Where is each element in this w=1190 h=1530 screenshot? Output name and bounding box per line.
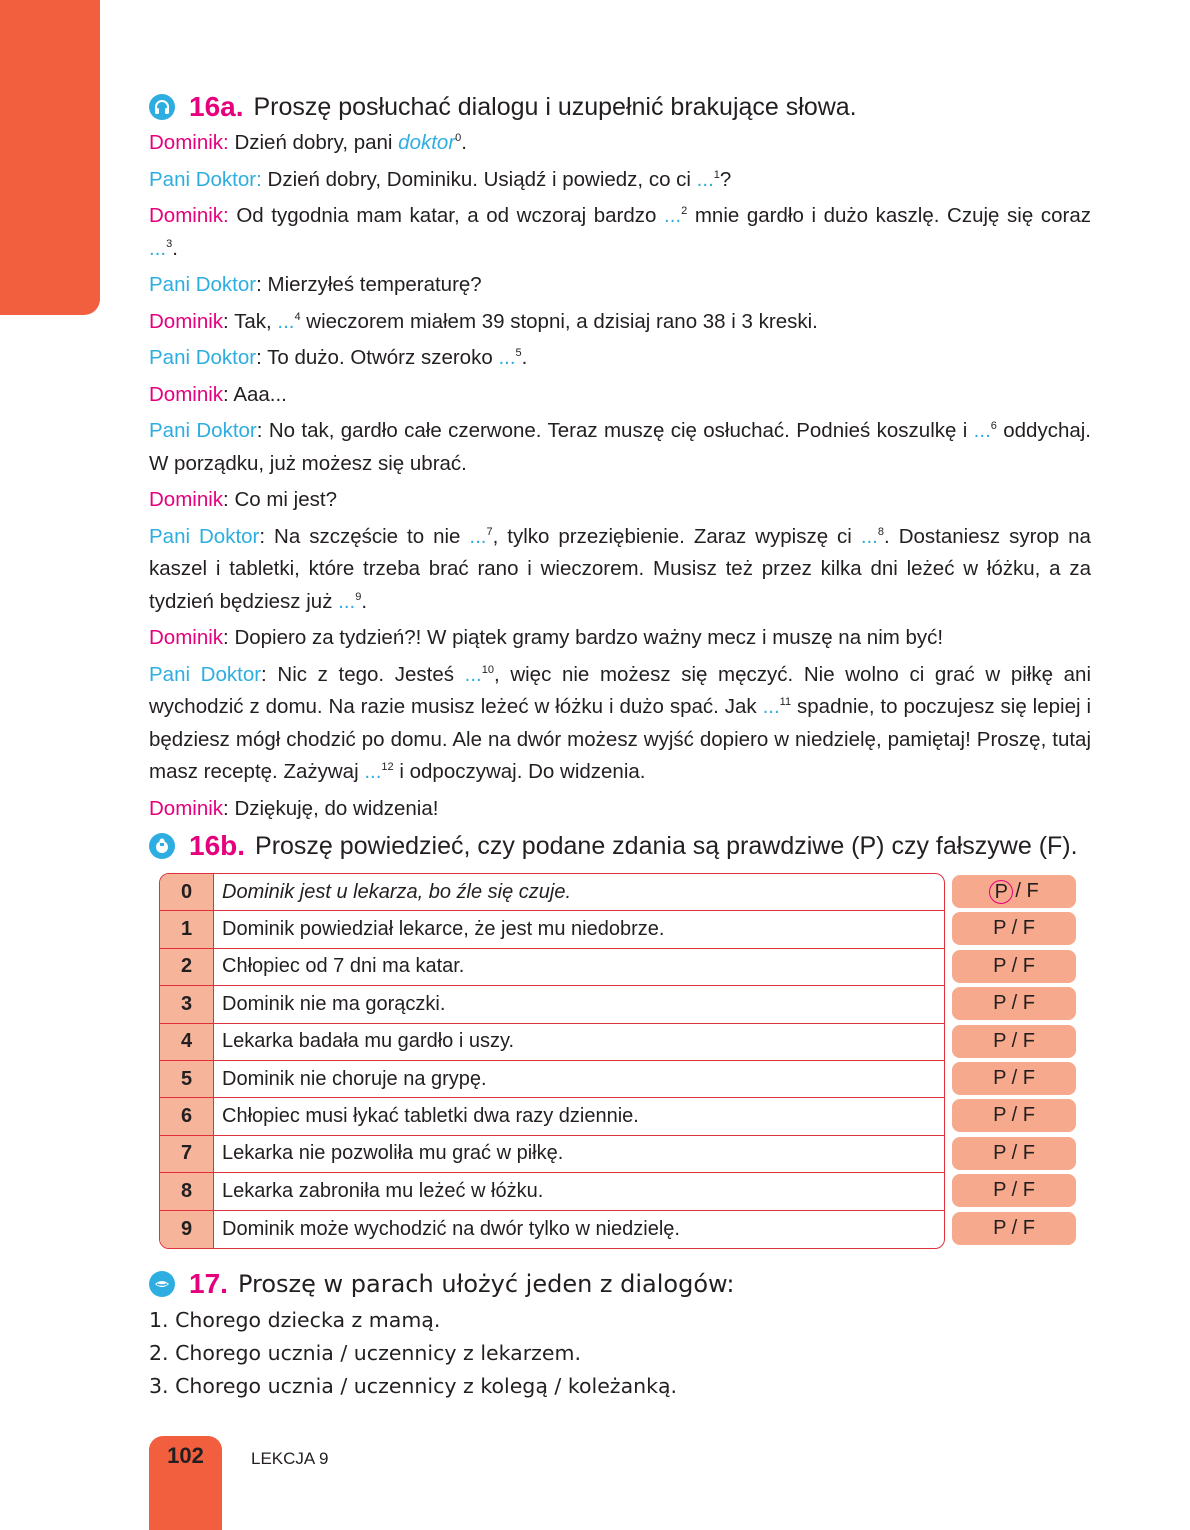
true-false-exercise [149,873,1091,1251]
answer-choice[interactable]: P / F [952,912,1076,945]
table-row [160,986,944,1023]
table-row [160,911,944,948]
dialog-line: Dominik: Dziękuję, do widzenia! [149,796,439,820]
side-color-tab [0,0,100,315]
blank-gap: ... [277,309,295,333]
lesson-label: LEKCJA 9 [251,1449,329,1468]
dialog-line: Dominik: Aaa... [149,382,287,406]
speaker-doctor: Pani Doktor [149,273,257,296]
exercise-instruction: Proszę powiedzieć, czy podane zdania są prawdziwe (P) czy fałszywe (F). [255,832,1078,860]
row-number: 2 [160,949,214,985]
blank-gap: ... [338,589,356,613]
blank-gap: ... [664,204,682,227]
speech-lips-icon [149,1271,175,1297]
table-row [160,1211,944,1248]
exercise-instruction: Proszę w parach ułożyć jeden z dialogów: [237,1270,735,1298]
exercise-17-title [149,1267,1091,1301]
speaker-dominik: Dominik [149,309,224,333]
table-row [160,1024,944,1061]
table-row [160,1098,944,1135]
speaker-dominik: Dominik [149,626,224,649]
speaker-dominik: Dominik [149,382,224,406]
exercise-16b-title [149,829,1091,863]
row-number: 4 [160,1024,214,1060]
blank-gap: ... [464,662,482,686]
page-content [149,90,1091,1403]
list-item: 1. Chorego dziecka z mamą. [149,1308,441,1332]
dialog-line: Pani Doktor: To dużo. Otwórz szeroko ...$^5$. [149,346,528,369]
exercise-16a-title [149,90,1091,124]
blank-gap: ... [860,524,878,548]
row-number: 7 [160,1136,214,1172]
table-row [160,1173,944,1210]
selected-answer-circle: P [989,880,1013,904]
statements-table [159,873,945,1249]
speaker-dominik: Dominik [149,204,224,227]
statement-text: Dominik nie choruje na grypę. [222,1067,487,1090]
answer-choice[interactable]: P / F [952,1174,1076,1207]
answer-choice[interactable]: P / F [952,1099,1076,1132]
dialog-line: Dominik: Tak, ...$^4$ wieczorem miałem 39 stopni, a dzisiaj rano 38 i 3 kreski. [149,309,818,333]
statement-text: Dominik powiedział lekarce, że jest mu niedobrze. [222,918,665,941]
exercise-number: 17. [189,1268,228,1299]
blank-gap: ... [149,236,167,260]
blank-gap: ... [364,760,382,783]
speaker-dominik: Dominik [149,488,224,511]
speaking-head-icon [149,833,175,859]
exercise-instruction: Proszę posłuchać dialogu i uzupełnić brakujące słowa. [253,93,857,121]
row-number: 9 [160,1211,214,1248]
page-number: 102 [167,1443,204,1468]
dialog-line: Pani Doktor: Dzień dobry, Dominiku. Usiądź i powiedz, co ci ...$^1$? [149,167,732,191]
speaker-doctor: Pani Doktor [149,167,257,191]
row-number: 0 [160,874,214,910]
speaker-doctor: Pani Doktor [149,524,260,548]
table-row [160,1136,944,1173]
row-number: 6 [160,1098,214,1134]
dialog-line: Pani Doktor: Na szczęście to nie ...$^7$, tylko przeziębienie. Zaraz wypiszę ci ...$^8$. Dostaniesz syrop na kaszel i tabletki, które trzeba brać rano i wieczorem. Musisz też przez kilka dni leżeć w łóżku, a za tydzień będziesz już ...$^9$. [149,524,1091,613]
blank-gap: ... [973,419,991,442]
statement-text: Chłopiec od 7 dni ma katar. [222,955,465,978]
table-row [160,949,944,986]
row-number: 3 [160,986,214,1022]
exercise-number: 16a. [189,91,244,122]
speaker-doctor: Pani Doktor [149,662,262,686]
statement-text: Dominik może wychodzić na dwór tylko w niedzielę. [222,1217,680,1240]
headphones-icon [149,94,175,120]
blank-gap: ... [469,524,487,548]
list-item: 2. Chorego ucznia / uczennicy z lekarzem. [149,1341,581,1365]
exercise-17 [149,1267,1091,1403]
answer-column [952,875,1076,1249]
speaker-doctor: Pani Doktor [149,346,257,369]
statement-text: Lekarka zabroniła mu leżeć w łóżku. [222,1179,544,1202]
dialog-line: Dominik: Dzień dobry, pani doktor$^0$. [149,131,467,154]
row-number: 1 [160,911,214,947]
dialog-line: Dominik: Co mi jest? [149,488,337,511]
speaker-doctor: Pani Doktor [149,419,257,442]
speaker-dominik: Dominik [149,796,224,820]
dialog [149,127,1091,825]
dialog-line: Dominik: Dopiero za tydzień?! W piątek gramy bardzo ważny mecz i muszę na nim być! [149,626,944,649]
answer-choice-example[interactable]: P / F [952,875,1076,908]
statement-text: Dominik jest u lekarza, bo źle się czuje. [222,880,572,903]
example-answer: doktor [398,131,456,154]
answer-choice[interactable]: P / F [952,1062,1076,1095]
blank-gap: ... [498,346,516,369]
dialog-line: Pani Doktor: Mierzyłeś temperaturę? [149,273,482,296]
answer-choice[interactable]: P / F [952,1025,1076,1058]
speaker-dominik: Dominik [149,131,224,154]
blank-gap: ... [696,167,714,191]
table-row [160,874,944,911]
statement-text: Lekarka nie pozwoliła mu grać w piłkę. [222,1142,564,1165]
answer-choice[interactable]: P / F [952,950,1076,983]
exercise-number: 16b. [189,830,246,861]
blank-gap: ... [762,695,780,718]
dialog-line: Pani Doktor: No tak, gardło całe czerwone. Teraz muszę cię osłuchać. Podnieś koszulkę i ...$^6$ oddychaj. W porządku, już możesz się ubrać. [149,419,1091,475]
dialog-line: Dominik: Od tygodnia mam katar, a od wczoraj bardzo ...$^2$ mnie gardło i dużo kaszlę. Czuję się coraz ...$^3$. [149,204,1091,260]
list-item: 3. Chorego ucznia / uczennicy z kolegą / koleżanką. [149,1374,678,1398]
statement-text: Lekarka badała mu gardło i uszy. [222,1030,515,1053]
answer-choice[interactable]: P / F [952,1137,1076,1170]
dialog-line: Pani Doktor: Nic z tego. Jesteś ...$^{10}$, więc nie możesz się męczyć. Nie wolno ci grać w piłkę ani wychodzić z domu. Na razie musisz leżeć w łóżku i dużo spać. Jak ...$^{11}$ spadnie, to poczujesz się lepiej i będziesz mógł chodzić po domu. Ale na dwór możesz wyjść dopiero w niedzielę, pamiętaj! Proszę, tutaj masz receptę. Zażywaj ...$^{12}$ i odpoczywaj. Do widzenia. [149,662,1091,783]
row-number: 5 [160,1061,214,1097]
statement-text: Dominik nie ma gorączki. [222,992,446,1015]
answer-choice[interactable]: P / F [952,987,1076,1020]
table-row [160,1061,944,1098]
answer-choice[interactable]: P / F [952,1212,1076,1245]
statement-text: Chłopiec musi łykać tabletki dwa razy dziennie. [222,1105,639,1128]
row-number: 8 [160,1173,214,1209]
